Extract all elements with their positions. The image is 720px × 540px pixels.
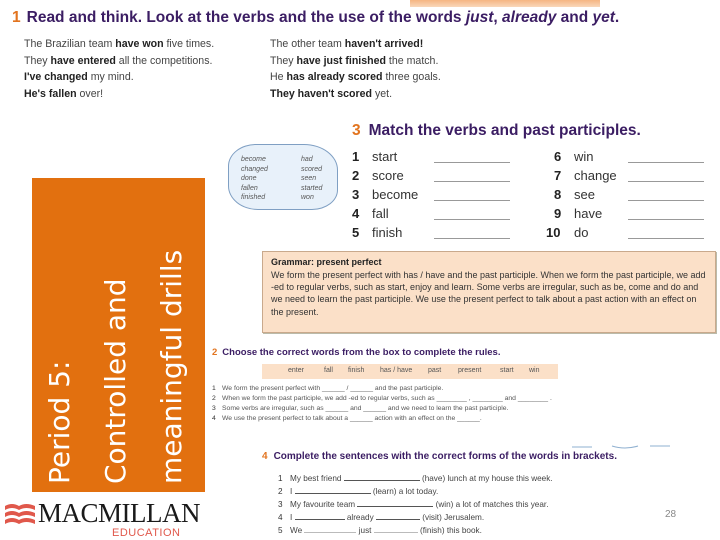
- rule-number: 4: [212, 415, 216, 422]
- exercise-4-title: [262, 451, 617, 462]
- answer-blank[interactable]: [357, 498, 433, 507]
- cloud-word: started: [301, 184, 323, 192]
- example-sentence: [270, 53, 441, 70]
- title-text: Choose the correct words from the box to complete the rules.: [222, 347, 501, 358]
- rule-line: [212, 395, 552, 402]
- verb-bold: They haven't scored: [270, 87, 373, 100]
- sentence-item: [278, 524, 482, 535]
- item-verb: finish: [372, 225, 403, 240]
- verb-bold: have won: [115, 38, 164, 50]
- decorative-lines: [570, 444, 690, 450]
- answer-blank[interactable]: [295, 511, 345, 520]
- logo-wordmark: MACMILLAN: [38, 498, 200, 528]
- text: my mind.: [87, 71, 134, 84]
- exercise-2-title: [212, 347, 500, 358]
- cloud-left-column: [241, 155, 268, 203]
- text: They: [24, 54, 51, 67]
- example-sentence: [24, 69, 214, 86]
- participle-cloud: [228, 144, 338, 210]
- macmillan-logo: [4, 498, 204, 540]
- item-number: 7: [554, 168, 562, 183]
- cloud-word: done: [241, 175, 257, 183]
- answer-blank[interactable]: [304, 524, 356, 533]
- example-sentence: [270, 86, 441, 103]
- word-option: present: [458, 367, 482, 374]
- answer-blank[interactable]: [434, 181, 510, 182]
- text: (learn) a lot today.: [370, 487, 439, 496]
- grammar-body: We form the present perfect with has / have and the past participle. When we form the past participle, we add -ed to regular verbs, such as start, enjoy and learn. Some verbs are irregular, such as be, come and do and we need to learn the past participle. We use the present perfect to talk about a past action with an effect on the present.: [271, 270, 706, 317]
- answer-blank[interactable]: [344, 472, 420, 481]
- title-text: Complete the sentences with the correct forms of the words in brackets.: [273, 451, 617, 462]
- word-option: win: [529, 367, 540, 374]
- sentence-item: [278, 472, 553, 483]
- answer-blank[interactable]: [434, 219, 510, 220]
- text: My best friend: [290, 474, 344, 483]
- grammar-box: [262, 251, 716, 333]
- item-verb: fall: [372, 206, 389, 221]
- title-line: meaningful drills: [155, 249, 188, 484]
- item-number: 4: [278, 513, 283, 522]
- answer-blank[interactable]: [628, 238, 704, 239]
- title-end: .: [614, 9, 620, 26]
- verb-bold: haven't arrived!: [344, 38, 424, 50]
- item-number: 1: [352, 149, 360, 164]
- title-word-already: already: [502, 9, 557, 26]
- answer-blank[interactable]: [434, 200, 510, 201]
- item-number: 8: [554, 187, 562, 202]
- cloud-word: scored: [301, 165, 323, 173]
- answer-blank[interactable]: [295, 485, 371, 494]
- grammar-title: Grammar: present perfect: [271, 257, 382, 267]
- rule-line: [212, 415, 482, 422]
- sentence-item: [278, 498, 548, 509]
- exercise-number: 3: [352, 122, 361, 139]
- word-option: has / have: [380, 367, 413, 374]
- verb-bold: has already scored: [286, 71, 383, 84]
- answer-blank[interactable]: [434, 238, 510, 239]
- item-verb: start: [372, 149, 398, 164]
- rule-text: When we form the past participle, we add -ed to regular verbs, such as ________ , ________ and ________ .: [222, 395, 552, 402]
- item-verb: have: [574, 206, 603, 221]
- rule-text: Some verbs are irregular, such as ______ and ______ and we need to learn the past participle.: [222, 405, 509, 412]
- rule-text: We form the present perfect with ______ / ______ and the past participle.: [222, 385, 444, 392]
- verb-bold: He's fallen: [24, 87, 77, 100]
- title-text: Match the verbs and past participles.: [368, 122, 641, 139]
- top-decor-strip: [410, 0, 600, 7]
- cloud-word: finished: [241, 194, 266, 202]
- text: yet.: [372, 87, 393, 100]
- page-number: 28: [665, 509, 677, 520]
- text: over!: [76, 87, 104, 100]
- cloud-word: seen: [301, 175, 317, 183]
- word-option: fall: [324, 367, 333, 374]
- text: My favourite team: [290, 500, 358, 509]
- exercise-number: 2: [212, 347, 218, 358]
- item-number: 3: [278, 500, 283, 509]
- item-number: 5: [352, 225, 360, 240]
- item-verb: win: [574, 149, 594, 164]
- rule-text: We use the present perfect to talk about a ______ action with an effect on the ______.: [222, 415, 482, 422]
- text: The other team: [270, 38, 345, 50]
- text: They: [270, 54, 297, 67]
- example-sentence: [24, 53, 214, 70]
- period-title-bar: [32, 178, 205, 492]
- answer-blank[interactable]: [628, 181, 704, 182]
- rule-line: [212, 385, 443, 392]
- item-number: 10: [546, 225, 561, 240]
- word-box: [262, 364, 558, 379]
- text: (have) lunch at my house this week.: [419, 474, 553, 483]
- item-verb: score: [372, 168, 404, 183]
- rule-number: 1: [212, 385, 216, 392]
- verb-bold: I've changed: [24, 71, 88, 84]
- example-sentence: [24, 36, 214, 53]
- answer-blank[interactable]: [628, 219, 704, 220]
- text: already: [344, 513, 376, 522]
- item-verb: change: [574, 168, 617, 183]
- macmillan-books-icon: [4, 502, 36, 526]
- text: five times.: [163, 38, 215, 50]
- example-sentence: [270, 69, 441, 86]
- cloud-word: fallen: [241, 184, 258, 192]
- item-number: 5: [278, 526, 283, 535]
- answer-blank[interactable]: [628, 200, 704, 201]
- text: (finish) this book.: [417, 526, 482, 535]
- item-number: 3: [352, 187, 360, 202]
- text: all the competitions.: [115, 54, 213, 67]
- example-sentence: [270, 36, 441, 53]
- word-option: past: [428, 367, 442, 374]
- exercise-3-title: [352, 122, 641, 140]
- answer-blank[interactable]: [376, 511, 420, 520]
- item-number: 2: [278, 487, 283, 496]
- rule-number: 2: [212, 395, 216, 402]
- item-verb: do: [574, 225, 589, 240]
- title-text: Read and think. Look at the verbs and the use of the words: [26, 9, 466, 26]
- sentence-item: [278, 485, 438, 496]
- sentence-item: [278, 511, 484, 522]
- text: just: [356, 526, 374, 535]
- example-sentence: [24, 86, 214, 103]
- item-verb: become: [372, 187, 419, 202]
- title-word-just: just: [465, 9, 494, 26]
- answer-blank[interactable]: [628, 162, 704, 163]
- exercise-number: 1: [12, 9, 21, 26]
- word-option: start: [500, 367, 514, 374]
- item-number: 9: [554, 206, 562, 221]
- exercise-1-left-column: [24, 36, 214, 102]
- word-option: finish: [348, 367, 365, 374]
- title-sep: ,: [493, 9, 503, 26]
- title-line: Controlled and: [99, 278, 132, 484]
- verb-bold: have just finished: [296, 54, 386, 67]
- answer-blank[interactable]: [374, 524, 418, 533]
- item-number: 6: [554, 149, 562, 164]
- cloud-word: changed: [241, 165, 268, 173]
- title-line: Period 5:: [43, 360, 76, 484]
- exercise-1-right-column: [270, 36, 441, 102]
- rule-number: 3: [212, 405, 216, 412]
- text: We: [290, 526, 305, 535]
- period-title-text: [32, 178, 205, 492]
- text: three goals.: [382, 71, 441, 84]
- text: He: [270, 71, 287, 84]
- title-and: and: [556, 9, 593, 26]
- item-number: 1: [278, 474, 283, 483]
- answer-blank[interactable]: [434, 162, 510, 163]
- exercise-number: 4: [262, 451, 268, 462]
- text: (win) a lot of matches this year.: [433, 500, 549, 509]
- item-verb: see: [574, 187, 595, 202]
- word-option: enter: [288, 367, 304, 374]
- text: The Brazilian team: [24, 38, 116, 50]
- cloud-word: won: [301, 194, 314, 202]
- cloud-word: become: [241, 156, 266, 163]
- text: the match.: [385, 54, 439, 67]
- title-word-yet: yet: [592, 9, 615, 26]
- text: (visit) Jerusalem.: [419, 513, 485, 522]
- item-number: 4: [352, 206, 360, 221]
- cloud-word: had: [301, 156, 313, 163]
- rule-line: [212, 405, 508, 412]
- text: I: [290, 513, 295, 522]
- exercise-1-title: [12, 9, 619, 27]
- text: I: [290, 487, 295, 496]
- logo-subtitle: EDUCATION: [112, 527, 181, 539]
- item-number: 2: [352, 168, 360, 183]
- cloud-right-column: [301, 155, 322, 203]
- verb-bold: have entered: [50, 54, 116, 67]
